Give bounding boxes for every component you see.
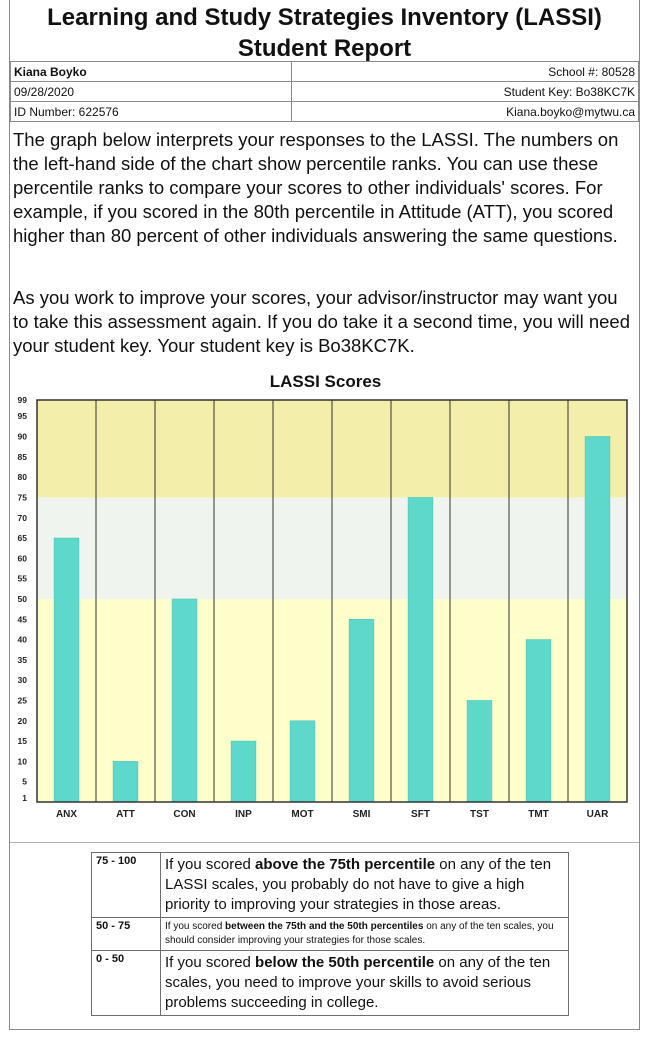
chart-bar xyxy=(349,619,374,802)
y-tick-label: 65 xyxy=(17,533,27,544)
percentile-legend-table xyxy=(91,852,569,1016)
legend-row xyxy=(92,853,569,918)
chart-bar xyxy=(290,721,315,802)
report-page xyxy=(9,0,640,1030)
id-number: ID Number: 622576 xyxy=(11,102,292,122)
legend-range: 50 - 75 xyxy=(92,918,161,951)
lassi-bar-chart xyxy=(10,394,639,826)
x-tick-label: SFT xyxy=(411,809,430,820)
x-tick-label: CON xyxy=(173,809,196,820)
y-tick-label: 90 xyxy=(17,431,27,442)
x-tick-label: ATT xyxy=(116,809,135,820)
report-title xyxy=(10,2,639,64)
legend-row xyxy=(92,918,569,951)
x-tick-label: MOT xyxy=(291,809,314,820)
chart-bar xyxy=(113,761,138,802)
report-title-line1: Learning and Study Strategies Inventory (LASSI) xyxy=(47,4,602,31)
report-title-line2: Student Report xyxy=(237,35,412,62)
y-tick-label: 75 xyxy=(17,492,27,503)
chart-bar xyxy=(408,497,433,802)
report-date: 09/28/2020 xyxy=(11,82,292,102)
intro-paragraph-1: The graph below interprets your responses to the LASSI. The numbers on the left-hand side of the chart show percentile ranks. You can use these percentile ranks to compare your scores to other individuals' scores. For example, if you scored in the 80th percentile in Attitude (ATT), you scored higher than 80 percent of other individuals answering the same questions. xyxy=(13,129,619,246)
y-tick-label: 5 xyxy=(22,776,27,787)
legend-text: If you scored between the 75th and the 50th percentiles on any of the ten scales, you should consider improving your strategies for those scales. xyxy=(161,918,569,951)
student-key: Student Key: Bo38KC7K xyxy=(291,82,639,102)
legend-range: 75 - 100 xyxy=(92,853,161,918)
y-tick-label: 95 xyxy=(17,411,27,422)
chart-bar xyxy=(467,700,492,802)
y-tick-label: 99 xyxy=(17,395,27,405)
chart-bar xyxy=(526,640,551,802)
y-tick-label: 45 xyxy=(17,614,27,625)
y-tick-label: 30 xyxy=(17,675,27,686)
legend-text: If you scored above the 75th percentile on any of the ten LASSI scales, you probably do not have to give a high priority to improving your strategies in those areas. xyxy=(161,853,569,918)
legend-row xyxy=(92,951,569,1016)
chart-bar xyxy=(172,599,197,802)
intro-paragraph-2: As you work to improve your scores, your advisor/instructor may want you to take this assessment again. If you do take it a second time, you will need your student key. Your student key is Bo38KC7K. xyxy=(13,287,631,356)
legend-range: 0 - 50 xyxy=(92,951,161,1016)
y-tick-label: 35 xyxy=(17,654,27,665)
y-tick-label: 15 xyxy=(17,736,27,747)
student-name: Kiana Boyko xyxy=(11,62,292,82)
chart-title: LASSI Scores xyxy=(269,372,382,391)
y-tick-label: 10 xyxy=(17,756,27,767)
y-tick-label: 80 xyxy=(17,472,27,483)
chart-bar xyxy=(54,538,79,802)
x-tick-label: ANX xyxy=(55,809,78,820)
school-number: School #: 80528 xyxy=(291,62,639,82)
y-tick-label: 55 xyxy=(17,573,27,584)
y-tick-label: 85 xyxy=(17,451,27,462)
chart-bar xyxy=(231,741,256,802)
legend-text: If you scored below the 50th percentile on any of the ten scales, you need to improve your skills to avoid serious problems succeeding in college. xyxy=(161,951,569,1016)
x-tick-label: UAR xyxy=(586,809,609,820)
y-tick-label: 60 xyxy=(17,553,27,564)
y-tick-label: 70 xyxy=(17,512,27,523)
y-tick-label: 1 xyxy=(22,792,27,803)
x-tick-label: TST xyxy=(470,809,489,820)
x-tick-label: INP xyxy=(235,809,252,820)
chart-bar xyxy=(585,437,610,802)
student-info-table xyxy=(10,61,639,122)
section-divider xyxy=(10,842,639,843)
y-tick-label: 40 xyxy=(17,634,27,645)
x-tick-label: SMI xyxy=(352,809,371,820)
y-tick-label: 25 xyxy=(17,695,27,706)
y-tick-label: 20 xyxy=(17,715,27,726)
student-email: Kiana.boyko@mytwu.ca xyxy=(291,102,639,122)
y-tick-label: 50 xyxy=(17,593,27,604)
x-tick-label: TMT xyxy=(528,809,549,820)
